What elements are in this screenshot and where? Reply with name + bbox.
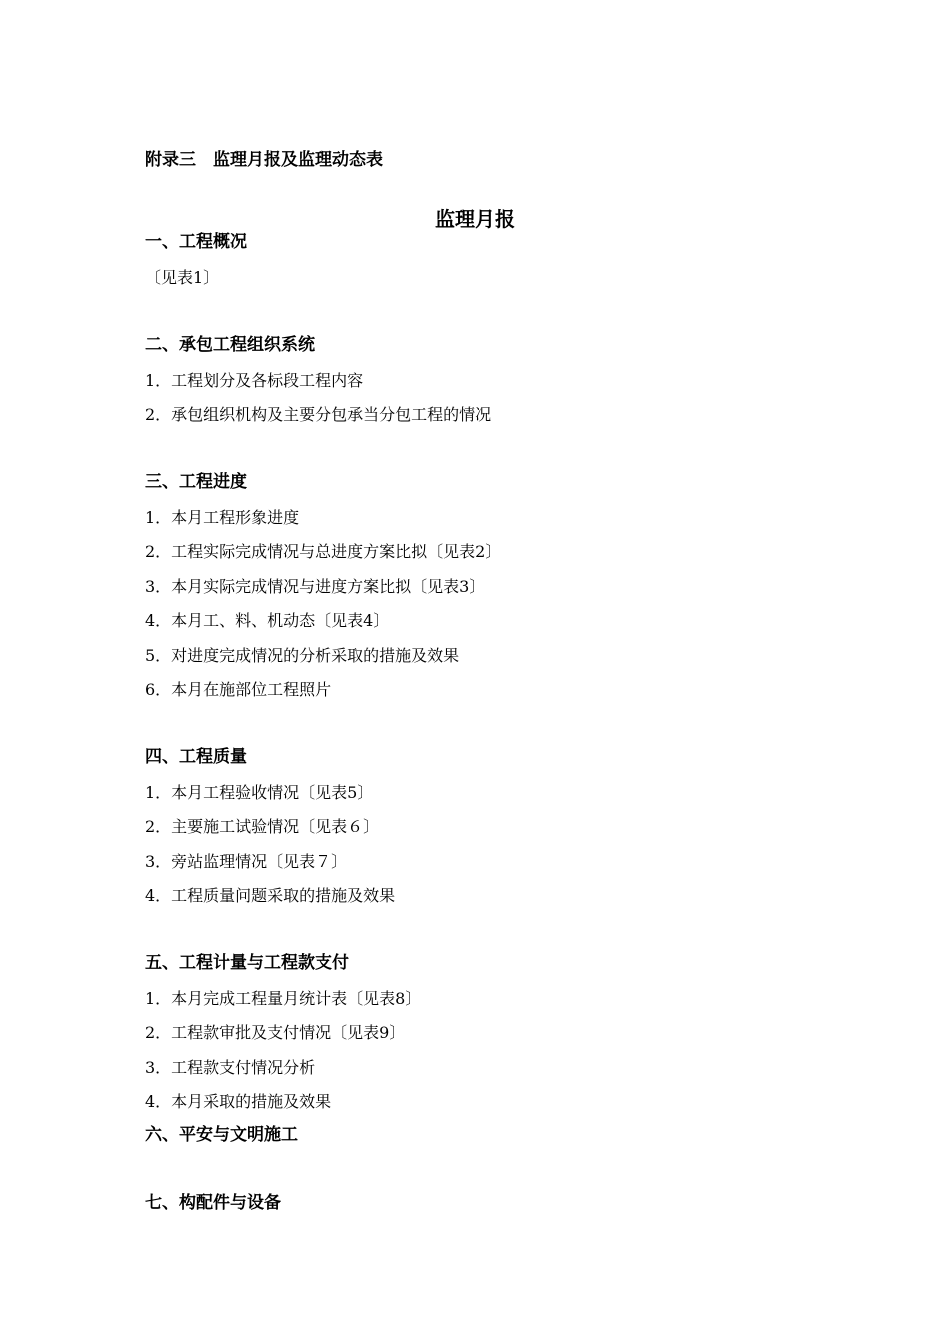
report-outline — [145, 227, 845, 1256]
section-item: 4．工程质量问题采取的措施及效果 — [145, 886, 396, 905]
section-heading: 六、平安与文明施工 — [145, 1124, 298, 1145]
section-equipment — [145, 1188, 845, 1222]
section-heading: 二、承包工程组织系统 — [145, 334, 315, 355]
section-item: 5．对进度完成情况的分析采取的措施及效果 — [145, 645, 460, 665]
section-heading: 五、工程计量与工程款支付 — [145, 952, 349, 973]
appendix-title: 附录三 监理月报及监理动态表 — [145, 150, 383, 170]
section-item: 4．本月采取的措施及效果 — [145, 1092, 332, 1111]
section-overview — [145, 227, 845, 296]
section-organization — [145, 330, 845, 433]
section-payment — [145, 948, 845, 1120]
section-progress — [145, 467, 845, 708]
section-item: 2．工程实际完成情况与总进度方案比拟〔见表2〕 — [145, 542, 502, 561]
report-title: 监理月报 — [435, 207, 515, 231]
section-item: 4．本月工、料、机动态〔见表4〕 — [145, 611, 390, 630]
section-item: 1．本月完成工程量月统计表〔见表8〕 — [145, 988, 422, 1008]
section-item: 3．工程款支付情况分析 — [145, 1057, 316, 1077]
section-quality — [145, 742, 845, 914]
section-item: 6．本月在施部位工程照片 — [145, 680, 332, 699]
section-heading: 一、工程概况 — [145, 232, 247, 252]
section-heading: 三、工程进度 — [145, 471, 247, 492]
section-item: 2．工程款审批及支付情况〔见表9〕 — [145, 1023, 406, 1042]
section-item: 2．承包组织机构及主要分包承当分包工程的情况 — [145, 405, 492, 424]
section-item: 1．工程划分及各标段工程内容 — [145, 370, 364, 390]
section-safety — [145, 1120, 845, 1154]
section-item: 2．主要施工试验情况〔见表６〕 — [145, 817, 380, 836]
section-item: 〔见表1〕 — [145, 268, 220, 287]
section-item: 3．本月实际完成情况与进度方案比拟〔见表3〕 — [145, 576, 486, 596]
section-item: 3．旁站监理情况〔见表７〕 — [145, 851, 348, 871]
section-heading: 七、构配件与设备 — [145, 1192, 281, 1213]
section-item: 1．本月工程形象进度 — [145, 507, 300, 527]
section-item: 1．本月工程验收情况〔见表5〕 — [145, 782, 374, 802]
section-heading: 四、工程质量 — [145, 746, 247, 767]
